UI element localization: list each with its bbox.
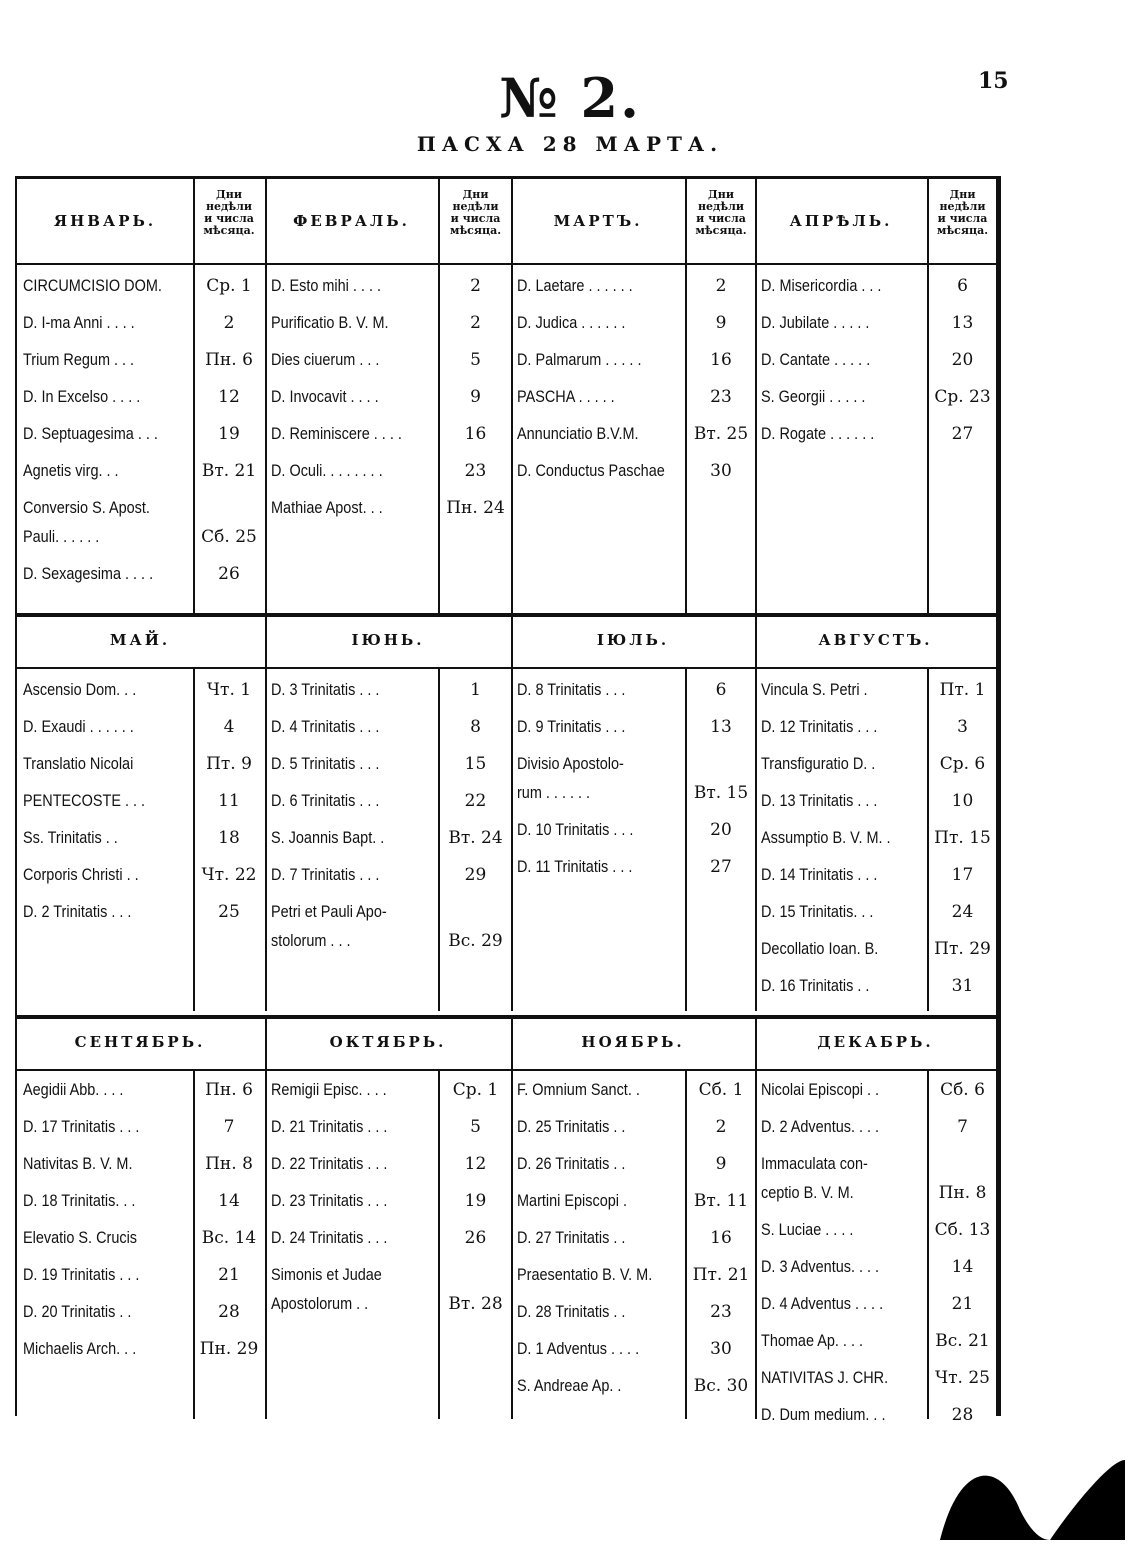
feast-day: Пн. 29 [199, 1339, 259, 1359]
day-column-header [929, 189, 996, 237]
feast-day: Вс. 21 [935, 1331, 990, 1351]
feast-name: D. Cantate . . . . . [761, 350, 871, 369]
feast-name: D. Rogate . . . . . . [761, 424, 875, 443]
feast-name: D. I-ma Anni . . . . [23, 313, 135, 332]
feast-day: 5 [470, 1117, 481, 1137]
feast-name: D. Septuagesima . . . [23, 424, 158, 443]
month-header: МАЙ. [109, 631, 171, 649]
feast-day: Пт. 29 [934, 939, 991, 959]
day-column-header [195, 189, 263, 237]
month-header: ІЮНЬ. [351, 631, 425, 649]
feast-day: 30 [710, 1339, 732, 1359]
feast-day: 5 [470, 350, 481, 370]
feast-day: 21 [218, 1265, 240, 1285]
feast-day: Чт. 1 [206, 680, 252, 700]
feast-name: D. 7 Trinitatis . . . [271, 865, 380, 884]
feast-name: F. Omnium Sanct. . [517, 1080, 640, 1099]
feast-day: 16 [710, 1228, 732, 1248]
day-column-header-line: недѣли [697, 200, 745, 213]
feast-day: Вс. 29 [448, 931, 503, 951]
feast-day: 1 [470, 680, 481, 700]
feast-name: D. 8 Trinitatis . . . [517, 680, 626, 699]
feast-name: D. 20 Trinitatis . . [23, 1302, 132, 1321]
feast-day: 13 [710, 717, 732, 737]
month-header: ДЕКАБРЬ. [817, 1033, 934, 1051]
feast-name: Elevatio S. Crucis [23, 1228, 138, 1247]
feast-name: S. Andreae Ap. . [517, 1376, 622, 1395]
feast-name: D. 18 Trinitatis. . . [23, 1191, 136, 1210]
feast-day: 7 [223, 1117, 235, 1137]
day-column-header-line: недѣли [452, 200, 499, 213]
feast-name: Praesentatio B. V. M. [517, 1265, 653, 1284]
feast-name: D. 24 Trinitatis . . . [271, 1228, 388, 1247]
feast-day: 17 [951, 865, 974, 885]
feast-name: Pauli. . . . . . [23, 527, 100, 546]
feast-day: 21 [951, 1294, 974, 1314]
feast-day: Вт. 15 [693, 783, 749, 803]
page-number: 15 [978, 68, 1009, 94]
day-column-header-line: недѣли [939, 200, 986, 213]
feast-name: D. 2 Adventus. . . . [761, 1117, 880, 1136]
month-header: ОКТЯБРЬ. [329, 1033, 447, 1051]
feast-name: Vincula S. Petri . [761, 680, 868, 699]
feast-day: Чт. 22 [201, 865, 257, 885]
feast-name: D. 17 Trinitatis . . . [23, 1117, 140, 1136]
month-divider [265, 613, 267, 1011]
feast-day: 7 [957, 1117, 968, 1137]
page-subtitle: ПАСХА 28 МАРТА. [416, 132, 724, 156]
feast-name: D. 4 Trinitatis . . . [271, 717, 380, 736]
month-divider [511, 613, 513, 1011]
feast-name: D. 9 Trinitatis . . . [517, 717, 626, 736]
feast-name: D. Laetare . . . . . . [517, 276, 633, 295]
feast-day: 16 [464, 424, 487, 444]
feast-day: Пт. 9 [206, 754, 252, 774]
feast-name: D. 23 Trinitatis . . . [271, 1191, 388, 1210]
feast-day: 6 [715, 680, 727, 700]
feast-day: 22 [464, 791, 487, 811]
feast-name: Divisio Apostolo- [517, 754, 624, 773]
feast-day: Пт. 15 [934, 828, 991, 848]
feast-name: Petri et Pauli Apo- [271, 902, 387, 921]
feast-day: 28 [218, 1302, 240, 1322]
month-header: ФЕВРАЛЬ. [293, 212, 410, 230]
feast-name: Corporis Christi . . [23, 865, 139, 884]
page-title: № 2. [499, 66, 641, 130]
feast-day: Вс. 30 [693, 1376, 749, 1396]
feast-name: D. Esto mihi . . . . [271, 276, 382, 295]
header-rule [17, 263, 996, 265]
feast-name: Conversio S. Apost. [23, 498, 150, 517]
feast-name: S. Luciae . . . . [761, 1220, 854, 1239]
feast-name: Mathiae Apost. . . [271, 498, 383, 517]
feast-name: D. Reminiscere . . . . [271, 424, 402, 443]
feast-day: 9 [715, 1154, 727, 1174]
feast-name: D. 15 Trinitatis. . . [761, 902, 874, 921]
feast-day: Пн. 6 [205, 350, 253, 370]
day-column-header-line: мѣсяца. [203, 224, 255, 237]
feast-name: ceptio B. V. M. [761, 1183, 854, 1202]
feast-name: D. Judica . . . . . . [517, 313, 626, 332]
header-rule [17, 667, 996, 669]
feast-name: rum . . . . . . [517, 783, 591, 802]
feast-day: Сб. 6 [940, 1080, 985, 1100]
feast-day: Пн. 24 [446, 498, 505, 518]
feast-name: D. 25 Trinitatis . . [517, 1117, 626, 1136]
feast-name: S. Joannis Bapt. . [271, 828, 385, 847]
feast-name: D. In Excelso . . . . [23, 387, 141, 406]
feast-day: Ср. 23 [934, 387, 991, 407]
month-header: АВГУСТЪ. [818, 631, 933, 649]
feast-name: S. Georgii . . . . . [761, 387, 866, 406]
feast-day: 18 [218, 828, 240, 848]
feast-name: D. Palmarum . . . . . [517, 350, 642, 369]
feast-name: D. 12 Trinitatis . . . [761, 717, 878, 736]
day-column-header-line: недѣли [205, 200, 253, 213]
feast-day: Ср. 1 [206, 276, 252, 296]
feast-name: D. 3 Adventus. . . . [761, 1257, 880, 1276]
feast-day: 28 [951, 1405, 974, 1425]
feast-day: 9 [470, 387, 481, 407]
feast-name: D. 27 Trinitatis . . [517, 1228, 626, 1247]
feast-day: 2 [470, 276, 481, 296]
feast-day: 10 [951, 791, 974, 811]
feast-name: D. 28 Trinitatis . . [517, 1302, 626, 1321]
feast-day: 26 [218, 564, 240, 584]
feast-day: Пт. 1 [939, 680, 986, 700]
feast-day: Вс. 14 [201, 1228, 257, 1248]
day-column-header-line: мѣсяца. [449, 224, 502, 237]
day-column-header-line: Дни [708, 188, 734, 201]
calendar-table [15, 176, 1001, 1425]
feast-name: stolorum . . . [271, 931, 351, 950]
feast-name: Decollatio Ioan. B. [761, 939, 879, 958]
feast-day: 29 [464, 865, 487, 885]
feast-name: Apostolorum . . [271, 1294, 369, 1313]
feast-day: 2 [223, 313, 235, 333]
day-column-header-line: Дни [949, 188, 976, 201]
day-column-header-line: и числа [696, 212, 746, 225]
feast-name: D. Dum medium. . . [761, 1405, 886, 1424]
feast-day: 23 [710, 1302, 732, 1322]
feast-name: Ss. Trinitatis . . [23, 828, 118, 847]
feast-name: Remigii Episc. . . . [271, 1080, 387, 1099]
feast-name: Agnetis virg. . . [23, 461, 119, 480]
feast-name: D. 16 Trinitatis . . [761, 976, 870, 995]
feast-day: Ср. 1 [452, 1080, 499, 1100]
feast-day: 24 [951, 902, 974, 922]
feast-day: 27 [951, 424, 974, 444]
day-column-header-line: и числа [450, 212, 501, 225]
month-divider [511, 1015, 513, 1419]
feast-day: Чт. 25 [935, 1368, 990, 1388]
feast-day: Вт. 21 [201, 461, 257, 481]
day-column-header-line: мѣсяца. [695, 224, 747, 237]
feast-name: Immaculata con- [761, 1154, 868, 1173]
feast-day: 25 [218, 902, 240, 922]
feast-day: Вт. 28 [448, 1294, 503, 1314]
feast-day: Пн. 8 [938, 1183, 987, 1203]
feast-name: Ascensio Dom. . . [23, 680, 137, 699]
feast-day: Сб. 1 [698, 1080, 744, 1100]
day-column-header [687, 189, 755, 237]
feast-name: D. 3 Trinitatis . . . [271, 680, 380, 699]
feast-name: D. Oculi. . . . . . . . [271, 461, 383, 480]
feast-day: 4 [223, 717, 235, 737]
feast-day: 16 [710, 350, 732, 370]
feast-day: Пн. 6 [205, 1080, 253, 1100]
feast-name: D. Jubilate . . . . . [761, 313, 870, 332]
feast-day: 6 [957, 276, 968, 296]
feast-name: PENTECOSTE . . . [23, 791, 146, 810]
day-column-header-line: Дни [462, 188, 489, 201]
feast-day: 2 [715, 1117, 727, 1137]
feast-name: Purificatio B. V. M. [271, 313, 389, 332]
feast-name: Simonis et Judae [271, 1265, 382, 1284]
feast-name: PASCHA . . . . . [517, 387, 615, 406]
feast-day: 9 [715, 313, 727, 333]
feast-day: 15 [464, 754, 487, 774]
feast-day: Вт. 24 [448, 828, 503, 848]
feast-day: 23 [710, 387, 732, 407]
day-column-header-line: мѣсяца. [936, 224, 989, 237]
feast-day: 12 [464, 1154, 487, 1174]
feast-day: 2 [470, 313, 481, 333]
month-header: НОЯБРЬ. [581, 1033, 685, 1051]
feast-day: 14 [218, 1191, 240, 1211]
feast-name: D. 19 Trinitatis . . . [23, 1265, 140, 1284]
feast-name: D. 21 Trinitatis . . . [271, 1117, 388, 1136]
month-divider [755, 613, 757, 1011]
feast-name: CIRCUMCISIO DOM. [23, 276, 162, 295]
feast-day: 27 [710, 857, 732, 877]
feast-name: Nativitas B. V. M. [23, 1154, 133, 1173]
feast-day: 12 [218, 387, 240, 407]
feast-name: D. 10 Trinitatis . . . [517, 820, 634, 839]
feast-name: D. Misericordia . . . [761, 276, 882, 295]
feast-day: Вт. 11 [693, 1191, 749, 1211]
feast-day: 11 [218, 791, 240, 811]
day-column-header-line: Дни [216, 188, 242, 201]
feast-day: Сб. 25 [201, 527, 257, 547]
month-header: АПРѢЛЬ. [789, 212, 893, 230]
feast-day: 31 [951, 976, 974, 996]
feast-name: NATIVITAS J. CHR. [761, 1368, 889, 1387]
feast-day: 13 [951, 313, 974, 333]
feast-name: Thomae Ap. . . . [761, 1331, 864, 1350]
feast-name: D. 26 Trinitatis . . [517, 1154, 626, 1173]
feast-name: Nicolai Episcopi . . [761, 1080, 880, 1099]
feast-day: 19 [218, 424, 240, 444]
feast-name: D. 22 Trinitatis . . . [271, 1154, 388, 1173]
feast-day: Вт. 25 [693, 424, 749, 444]
month-divider [755, 1015, 757, 1419]
feast-day: Ср. 6 [939, 754, 986, 774]
feast-day: Пт. 21 [692, 1265, 750, 1285]
feast-day: 26 [464, 1228, 487, 1248]
feast-name: Annunciatio B.V.M. [517, 424, 639, 443]
day-column-header-line: и числа [204, 212, 254, 225]
feast-name: D. 4 Adventus . . . . [761, 1294, 884, 1313]
feast-name: D. Exaudi . . . . . . [23, 717, 134, 736]
feast-name: Aegidii Abb. . . . [23, 1080, 124, 1099]
month-header: МАРТЪ. [553, 212, 643, 230]
feast-name: Translatio Nicolai [23, 754, 134, 773]
month-header: СЕНТЯБРЬ. [74, 1033, 206, 1051]
feast-day: 23 [464, 461, 487, 481]
feast-name: Transfiguratio D. . [761, 754, 876, 773]
feast-day: 20 [951, 350, 974, 370]
feast-name: D. 6 Trinitatis . . . [271, 791, 380, 810]
day-column-header [440, 189, 511, 237]
month-header: ЯНВАРЬ. [53, 212, 157, 230]
page-crescent-decoration [940, 1420, 1140, 1550]
day-column-header-line: и числа [937, 212, 988, 225]
feast-name: D. Invocavit . . . . [271, 387, 379, 406]
feast-day: 30 [710, 461, 732, 481]
feast-day: 14 [951, 1257, 974, 1277]
feast-name: D. Sexagesima . . . . [23, 564, 154, 583]
feast-day: Пн. 8 [205, 1154, 253, 1174]
month-header: ІЮЛЬ. [596, 631, 670, 649]
feast-day: 19 [464, 1191, 487, 1211]
feast-name: D. 5 Trinitatis . . . [271, 754, 380, 773]
feast-name: D. 2 Trinitatis . . . [23, 902, 132, 921]
feast-day: 8 [470, 717, 481, 737]
feast-name: D. 11 Trinitatis . . . [517, 857, 633, 876]
feast-name: D. 1 Adventus . . . . [517, 1339, 640, 1358]
feast-name: D. Conductus Paschae [517, 461, 665, 480]
feast-name: Dies ciuerum . . . [271, 350, 380, 369]
feast-day: 20 [710, 820, 732, 840]
feast-day: 3 [957, 717, 968, 737]
feast-day: Сб. 13 [934, 1220, 991, 1240]
feast-name: Trium Regum . . . [23, 350, 135, 369]
month-divider [265, 1015, 267, 1419]
feast-name: Michaelis Arch. . . [23, 1339, 137, 1358]
feast-name: D. 13 Trinitatis . . . [761, 791, 878, 810]
feast-name: Assumptio B. V. M. . [761, 828, 891, 847]
header-rule [17, 1069, 996, 1071]
feast-day: 2 [715, 276, 727, 296]
feast-name: Martini Episcopi . [517, 1191, 628, 1210]
feast-name: D. 14 Trinitatis . . . [761, 865, 878, 884]
